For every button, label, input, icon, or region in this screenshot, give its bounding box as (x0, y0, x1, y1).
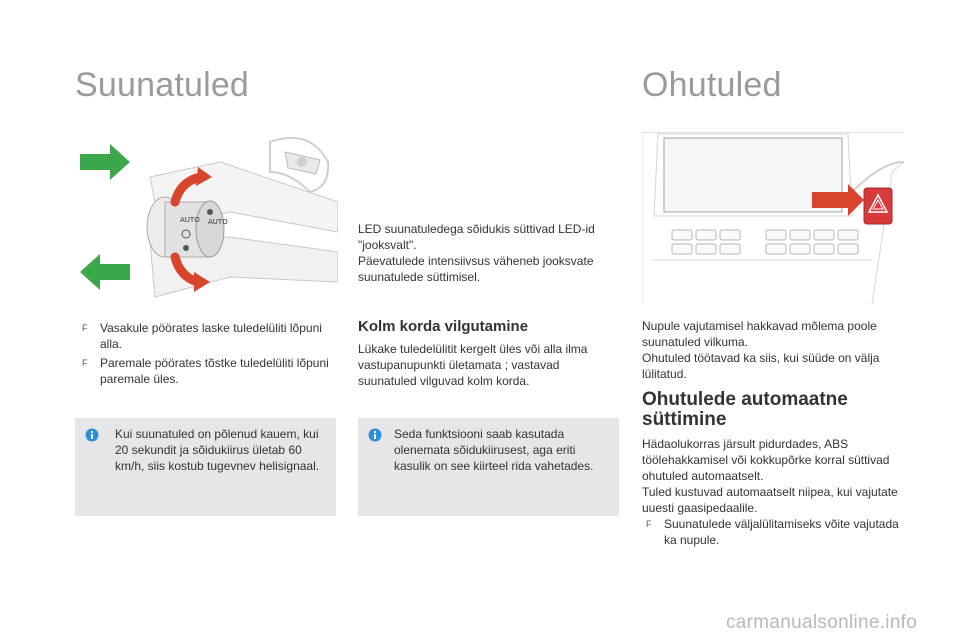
stalk-label-auto-top: AUTO (180, 216, 200, 224)
ohutuled-paragraph-2: Ohutuled töötavad ka siis, kui süüde on välja lülitatud. (642, 351, 880, 381)
heading-automaatne-suttimine: Ohutulede automaatne süttimine (642, 389, 848, 430)
title-ohutuled: Ohutuled (642, 66, 782, 104)
info-icon (85, 428, 99, 442)
ohutuled-paragraph-1: Nupule vajutamisel hakkavad mõlema poole suunatuled vilkuma. (642, 319, 877, 349)
kolm-korda-body: Lükake tuledelülitit kergelt üles või alla ilma vastupanupunkti ületamata ; vastavad suunatuled vilguvad kolm korda. (358, 342, 588, 388)
right-bullet-list (642, 516, 904, 548)
ohutuled-paragraph-block (642, 318, 904, 382)
info-text-left: Kui suunatuled on põlenud kauem, kui 20 sekundit ja sõidukiirus ületab 60 km/h, siis kostub tugevnev helisignaal. (115, 427, 320, 473)
led-paragraph-2: Päevatulede intensiivsus väheneb jooksvate suunatulede süttimisel. (358, 254, 594, 284)
heading-kolm-korda: Kolm korda vilgutamine (358, 318, 529, 335)
info-text-middle: Seda funktsiooni saab kasutada olenemata sõidukiirusest, aga eriti kasulik on see kiirteel rida vahetades. (394, 427, 594, 473)
stalk-label-auto-mid: AUTO (208, 218, 228, 226)
info-box-middle (358, 418, 619, 516)
automaatne-paragraph-1: Hädaolukorras järsult pidurdades, ABS töölehakkamisel või kokkupõrke korral süttivad ohutuled automaatselt. (642, 437, 890, 483)
led-paragraph-1: LED suunatuledega sõidukis süttivad LED-id "jooksvalt". (358, 222, 595, 252)
automaatne-paragraph-2: Tuled kustuvad automaatselt niipea, kui vajutate uuesti gaasipedaalile. (642, 485, 898, 515)
bullet-text-right-turn: Paremale pöörates tõstke tuledelüliti lõpuni paremale üles. (100, 356, 329, 386)
list-item (78, 320, 340, 352)
bullet-icon: F (646, 519, 652, 529)
green-arrow-right-icon (80, 144, 130, 180)
bullet-text-hazard-off: Suunatulede väljalülitamiseks võite vajutada ka nupule. (664, 517, 899, 547)
hazard-button-illustration (642, 132, 904, 304)
turn-signal-stalk-illustration (80, 132, 338, 302)
bullet-icon: F (82, 358, 88, 368)
green-arrow-left-icon (80, 254, 130, 290)
led-paragraph-block (358, 221, 618, 285)
info-box-left (75, 418, 336, 516)
left-bullet-list (78, 320, 340, 390)
list-item (642, 516, 904, 548)
list-item (78, 355, 340, 387)
info-icon (368, 428, 382, 442)
watermark: carmanualsonline.info (726, 612, 918, 633)
title-suunatuled: Suunatuled (75, 66, 250, 104)
automaatne-body-block (642, 436, 904, 551)
dashboard-svg (642, 132, 904, 304)
bullet-icon: F (82, 323, 88, 333)
bullet-text-left-turn: Vasakule pöörates laske tuledelüliti lõpuni alla. (100, 321, 322, 351)
